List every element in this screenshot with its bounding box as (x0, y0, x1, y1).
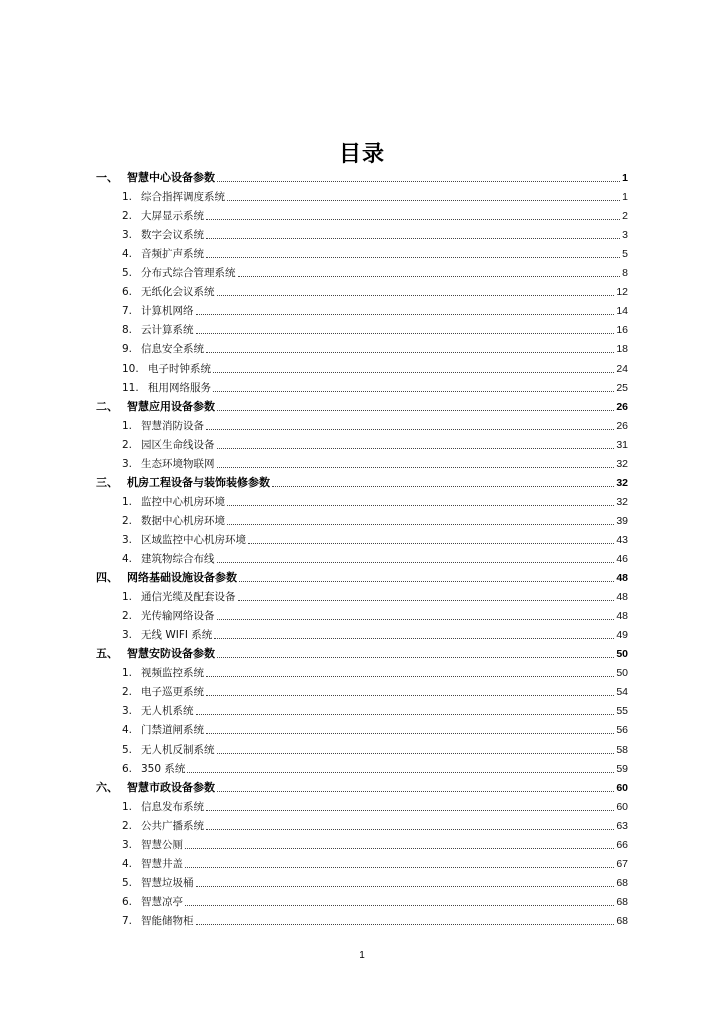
toc-dot-leader (227, 524, 614, 525)
toc-dot-leader (206, 676, 614, 677)
toc-section-entry[interactable] (122, 341, 628, 357)
toc-entry-title: 门禁道闸系统 (141, 724, 204, 737)
toc-entry-title: 智慧垃圾桶 (141, 876, 194, 889)
toc-entry-title: 350 系统 (141, 762, 186, 775)
toc-entry-page: 1 (622, 191, 628, 204)
toc-section-entry[interactable] (122, 684, 628, 700)
toc-section-entry[interactable] (122, 227, 628, 243)
toc-dot-leader (206, 733, 614, 734)
toc-entry-title: 智慧中心设备参数 (127, 171, 215, 184)
toc-entry-title: 建筑物综合布线 (141, 553, 215, 565)
toc-entry-number: 六、 (96, 780, 118, 794)
toc-section-entry[interactable] (122, 627, 628, 643)
toc-section-entry[interactable] (122, 703, 628, 719)
toc-dot-leader (217, 657, 614, 658)
toc-dot-leader (227, 200, 620, 201)
toc-section-entry[interactable] (122, 551, 628, 567)
toc-dot-leader (206, 257, 620, 258)
toc-entry-title: 租用网络服务 (148, 381, 211, 394)
toc-dot-leader (217, 295, 615, 296)
toc-entry-title: 信息安全系统 (141, 343, 204, 356)
toc-section-entry[interactable] (122, 589, 628, 605)
toc-entry-title: 智慧应用设备参数 (127, 399, 215, 413)
toc-entry-number: 11. (122, 381, 139, 394)
toc-entry-title: 生态环境物联网 (141, 457, 215, 470)
toc-entry-number: 二、 (96, 399, 118, 413)
toc-entry-title: 数据中心机房环境 (141, 514, 225, 527)
toc-section-entry[interactable] (122, 418, 628, 434)
toc-entry-page: 48 (616, 572, 628, 585)
toc-entry-page: 1 (622, 172, 628, 184)
toc-section-entry[interactable] (122, 284, 628, 300)
toc-entry-number: 7. (122, 305, 133, 318)
toc-entry-page: 43 (616, 533, 628, 546)
toc-dot-leader (248, 543, 614, 544)
toc-dot-leader (217, 181, 620, 182)
toc-dot-leader (206, 810, 614, 811)
toc-entry-title: 智慧凉亭 (141, 895, 183, 908)
toc-dot-leader (185, 848, 614, 849)
toc-section-entry[interactable] (122, 189, 628, 205)
toc-dot-leader (187, 772, 614, 773)
toc-entry-number: 6. (122, 895, 133, 908)
toc-entry-number: 3. (122, 838, 133, 851)
toc-chapter-entry[interactable] (96, 475, 628, 491)
toc-dot-leader (196, 886, 615, 887)
toc-entry-page: 8 (622, 267, 628, 280)
toc-section-entry[interactable] (122, 799, 628, 815)
toc-entry-number: 4. (122, 857, 133, 870)
toc-section-entry[interactable] (122, 513, 628, 529)
toc-section-entry[interactable] (122, 742, 628, 758)
toc-dot-leader (206, 829, 614, 830)
toc-entry-number: 6. (122, 762, 133, 775)
toc-dot-leader (185, 905, 614, 906)
toc-entry-page: 26 (616, 400, 628, 413)
toc-section-entry[interactable] (122, 303, 628, 319)
toc-section-entry[interactable] (122, 665, 628, 681)
toc-dot-leader (213, 372, 614, 373)
toc-entry-title: 区域监控中心机房环境 (141, 533, 246, 546)
toc-dot-leader (196, 314, 615, 315)
toc-section-entry[interactable] (122, 894, 628, 910)
toc-entry-number: 1. (122, 495, 133, 508)
toc-entry-title: 网络基础设施设备参数 (127, 571, 237, 585)
toc-entry-title: 无人机反制系统 (141, 743, 215, 756)
toc-section-entry[interactable] (122, 722, 628, 738)
toc-entry-page: 66 (616, 838, 628, 851)
toc-entry-title: 智能储物柜 (141, 914, 194, 927)
toc-dot-leader (196, 714, 615, 715)
toc-entry-number: 1. (122, 191, 133, 204)
toc-entry-page: 58 (616, 743, 628, 756)
toc-entry-title: 光传输网络设备 (141, 610, 215, 623)
toc-entry-title: 计算机网络 (141, 305, 194, 318)
toc-entry-number: 4. (122, 248, 133, 261)
toc-entry-page: 32 (616, 476, 628, 489)
toc-dot-leader (217, 410, 614, 411)
toc-entry-page: 48 (616, 591, 628, 604)
toc-chapter-entry[interactable] (96, 646, 628, 662)
toc-entry-number: 4. (122, 724, 133, 737)
toc-entry-title: 视频监控系统 (141, 667, 204, 680)
toc-entry-title: 无线 WIFI 系统 (141, 629, 213, 642)
toc-entry-number: 6. (122, 286, 133, 299)
toc-entry-number: 1. (122, 667, 133, 680)
toc-entry-page: 39 (616, 514, 628, 527)
toc-entry-page: 60 (616, 781, 628, 794)
toc-section-entry[interactable] (122, 456, 628, 472)
toc-dot-leader (227, 505, 614, 506)
toc-entry-number: 三、 (96, 475, 118, 489)
toc-entry-title: 电子巡更系统 (141, 686, 204, 699)
toc-entry-title: 分布式综合管理系统 (141, 267, 236, 280)
toc-entry-title: 智慧安防设备参数 (127, 647, 215, 661)
toc-dot-leader (217, 467, 615, 468)
toc-dot-leader (185, 867, 614, 868)
toc-entry-number: 5. (122, 743, 133, 756)
toc-section-entry[interactable] (122, 856, 628, 872)
toc-entry-number: 4. (122, 553, 133, 565)
toc-entry-title: 音频扩声系统 (141, 248, 204, 261)
toc-dot-leader (196, 924, 615, 925)
toc-entry-title: 智慧市政设备参数 (127, 780, 215, 794)
toc-entry-title: 机房工程设备与装饰装修参数 (127, 475, 270, 489)
toc-entry-number: 2. (122, 686, 133, 699)
toc-entry-page: 32 (616, 457, 628, 470)
toc-entry-page: 54 (616, 686, 628, 699)
toc-section-entry[interactable] (122, 494, 628, 510)
toc-entry-title: 通信光缆及配套设备 (141, 591, 236, 604)
toc-entry-number: 3. (122, 533, 133, 546)
toc-entry-page: 14 (616, 305, 628, 318)
toc-section-entry[interactable] (122, 913, 628, 929)
toc-entry-title: 云计算系统 (141, 324, 194, 337)
toc-chapter-entry[interactable] (96, 780, 628, 796)
toc-entry-page: 12 (616, 286, 628, 299)
page-number: 1 (359, 950, 365, 961)
toc-entry-title: 监控中心机房环境 (141, 495, 225, 508)
toc-entry-page: 55 (616, 705, 628, 718)
toc-entry-number: 9. (122, 343, 133, 356)
toc-entry-page: 68 (616, 914, 628, 927)
toc-entry-number: 1. (122, 419, 133, 432)
toc-entry-page: 59 (616, 762, 628, 775)
toc-dot-leader (206, 695, 614, 696)
toc-entry-number: 一、 (96, 171, 118, 184)
toc-entry-title: 智慧消防设备 (141, 419, 204, 432)
toc-chapter-entry[interactable] (96, 570, 628, 586)
toc-entry-page: 56 (616, 724, 628, 737)
toc-entry-page: 26 (616, 419, 628, 432)
toc-entry-title: 智慧井盖 (141, 857, 183, 870)
toc-entry-page: 46 (616, 553, 628, 565)
toc-section-entry[interactable] (122, 837, 628, 853)
toc-entry-number: 5. (122, 876, 133, 889)
toc-entry-number: 10. (122, 362, 139, 375)
toc-entry-page: 31 (616, 438, 628, 451)
toc-entry-page: 24 (616, 362, 628, 375)
toc-section-entry[interactable] (122, 380, 628, 396)
toc-entry-number: 1. (122, 591, 133, 604)
toc-dot-leader (217, 619, 615, 620)
toc-dot-leader (239, 581, 614, 582)
toc-entry-page: 16 (616, 324, 628, 337)
toc-entry-title: 园区生命线设备 (141, 438, 215, 451)
toc-entry-title: 公共广播系统 (141, 819, 204, 832)
toc-dot-leader (217, 753, 615, 754)
toc-dot-leader (206, 429, 614, 430)
toc-entry-title: 无纸化会议系统 (141, 286, 215, 299)
toc-entry-page: 50 (616, 667, 628, 680)
toc-section-entry[interactable] (122, 265, 628, 281)
toc-dot-leader (206, 219, 620, 220)
toc-entry-number: 2. (122, 610, 133, 623)
toc-section-entry[interactable] (122, 761, 628, 777)
toc-entry-page: 25 (616, 381, 628, 394)
toc-dot-leader (238, 600, 615, 601)
toc-entry-page: 68 (616, 876, 628, 889)
toc-dot-leader (217, 791, 614, 792)
toc-entry-title: 无人机系统 (141, 705, 194, 718)
toc-section-entry[interactable] (122, 246, 628, 262)
toc-entry-number: 3. (122, 229, 133, 242)
toc-dot-leader (206, 352, 614, 353)
toc-chapter-entry[interactable] (96, 170, 628, 186)
toc-entry-number: 四、 (96, 571, 118, 585)
toc-entry-number: 1. (122, 800, 133, 813)
toc-entry-number: 五、 (96, 647, 118, 661)
toc-entry-page: 50 (616, 648, 628, 661)
toc-entry-page: 3 (622, 229, 628, 242)
toc-entry-number: 3. (122, 629, 133, 642)
toc-entry-number: 3. (122, 705, 133, 718)
toc-entry-title: 综合指挥调度系统 (141, 191, 225, 204)
toc-entry-title: 智慧公厕 (141, 838, 183, 851)
toc-dot-leader (206, 238, 620, 239)
toc-dot-leader (217, 448, 615, 449)
toc-entry-title: 数字会议系统 (141, 229, 204, 242)
toc-entry-page: 68 (616, 895, 628, 908)
toc-entry-number: 3. (122, 457, 133, 470)
toc-entry-page: 32 (616, 495, 628, 508)
toc-entry-page: 48 (616, 610, 628, 623)
toc-entry-page: 49 (616, 629, 628, 642)
toc-entry-page: 18 (616, 343, 628, 356)
toc-section-entry[interactable] (122, 322, 628, 338)
toc-entry-page: 60 (616, 800, 628, 813)
toc-section-entry[interactable] (122, 875, 628, 891)
toc-entry-title: 信息发布系统 (141, 800, 204, 813)
toc-entry-page: 67 (616, 857, 628, 870)
toc-entry-number: 2. (122, 514, 133, 527)
toc-dot-leader (214, 638, 614, 639)
toc-entry-number: 2. (122, 819, 133, 832)
toc-entry-page: 2 (622, 210, 628, 223)
toc-dot-leader (213, 391, 614, 392)
toc-entry-title: 电子时钟系统 (148, 362, 211, 375)
toc-section-entry[interactable] (122, 437, 628, 453)
toc-dot-leader (196, 333, 615, 334)
toc-dot-leader (217, 562, 615, 563)
toc-entry-title: 大屏显示系统 (141, 210, 204, 223)
toc-chapter-entry[interactable] (96, 399, 628, 415)
toc-entry-number: 5. (122, 267, 133, 280)
toc-entry-number: 7. (122, 914, 133, 927)
toc-entry-page: 5 (622, 248, 628, 261)
toc-section-entry[interactable] (122, 818, 628, 834)
page-title: 目录 (338, 142, 385, 167)
toc-dot-leader (238, 276, 621, 277)
toc-entry-number: 2. (122, 438, 133, 451)
toc-section-entry[interactable] (122, 608, 628, 624)
toc-entry-number: 2. (122, 210, 133, 223)
toc-entry-page: 63 (616, 819, 628, 832)
toc-section-entry[interactable] (122, 532, 628, 548)
toc-entry-number: 8. (122, 324, 133, 337)
toc-section-entry[interactable] (122, 208, 628, 224)
toc-dot-leader (272, 486, 614, 487)
toc-section-entry[interactable] (122, 361, 628, 377)
